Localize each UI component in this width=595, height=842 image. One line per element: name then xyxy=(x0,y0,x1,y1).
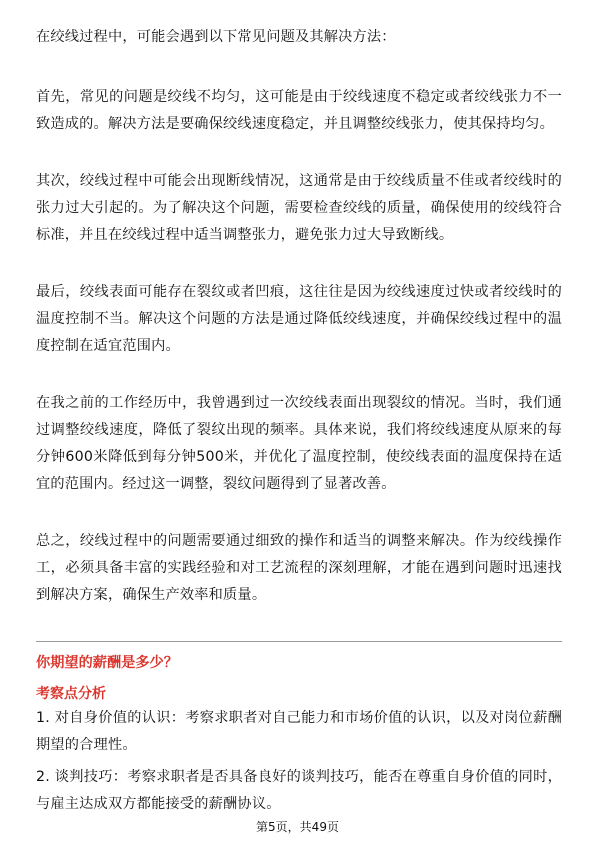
paragraph-first-issue: 首先，常见的问题是绞线不均匀，这可能是由于绞线速度不稳定或者绞线张力不一致造成的。解决方法是要确保绞线速度稳定，并且调整绞线张力，使其保持均匀。 xyxy=(36,89,562,132)
paragraph-experience: 在我之前的工作经历中，我曾遇到过一次绞线表面出现裂纹的情况。当时，我们通过调整绞线速度，降低了裂纹出现的频率。具体来说，我们将绞线速度从原来的每分钟600米降低到每分钟500米，并优化了温度控制，使绞线表面的温度保持在适宜的范围内。经过这一调整，裂纹问题得到了显著改善。 xyxy=(36,395,562,492)
paragraph-third-issue: 最后，绞线表面可能存在裂纹或者凹痕，这往往是因为绞线速度过快或者绞线时的温度控制不当。解决这个问题的方法是通过降低绞线速度，并确保绞线过程中的温度控制在适宜范围内。 xyxy=(36,284,562,354)
paragraph-second-issue: 其次，绞线过程中可能会出现断线情况，这通常是由于绞线质量不佳或者绞线时的张力过大引起的。为了解决这个问题，需要检查绞线的质量，确保使用的绞线符合标准，并且在绞线过程中适当调整张力，避免张力过大导致断线。 xyxy=(36,173,562,243)
list-item: 1. 对自身价值的认识：考察求职者对自己能力和市场价值的认识，以及对岗位薪酬期望的合理性。 xyxy=(36,710,562,753)
paragraph-conclusion: 总之，绞线过程中的问题需要通过细致的操作和适当的调整来解决。作为绞线操作工，必须具备丰富的实践经验和对工艺流程的深刻理解，才能在遇到问题时迅速找到解决方案，确保生产效率和质量。 xyxy=(36,533,562,603)
analysis-heading: 考察点分析 xyxy=(36,686,106,702)
analysis-list xyxy=(36,705,562,823)
page-footer: 第5页，共49页 xyxy=(256,820,339,834)
intro-paragraph: 在绞线过程中，可能会遇到以下常见问题及其解决方法： xyxy=(36,29,396,45)
answer-body xyxy=(36,24,562,609)
question-title: 你期望的薪酬是多少？ xyxy=(36,655,178,671)
list-item: 2. 谈判技巧：考察求职者是否具备良好的谈判技巧，能否在尊重自身价值的同时，与雇主达成双方都能接受的薪酬协议。 xyxy=(36,769,562,812)
section-divider xyxy=(36,641,562,642)
